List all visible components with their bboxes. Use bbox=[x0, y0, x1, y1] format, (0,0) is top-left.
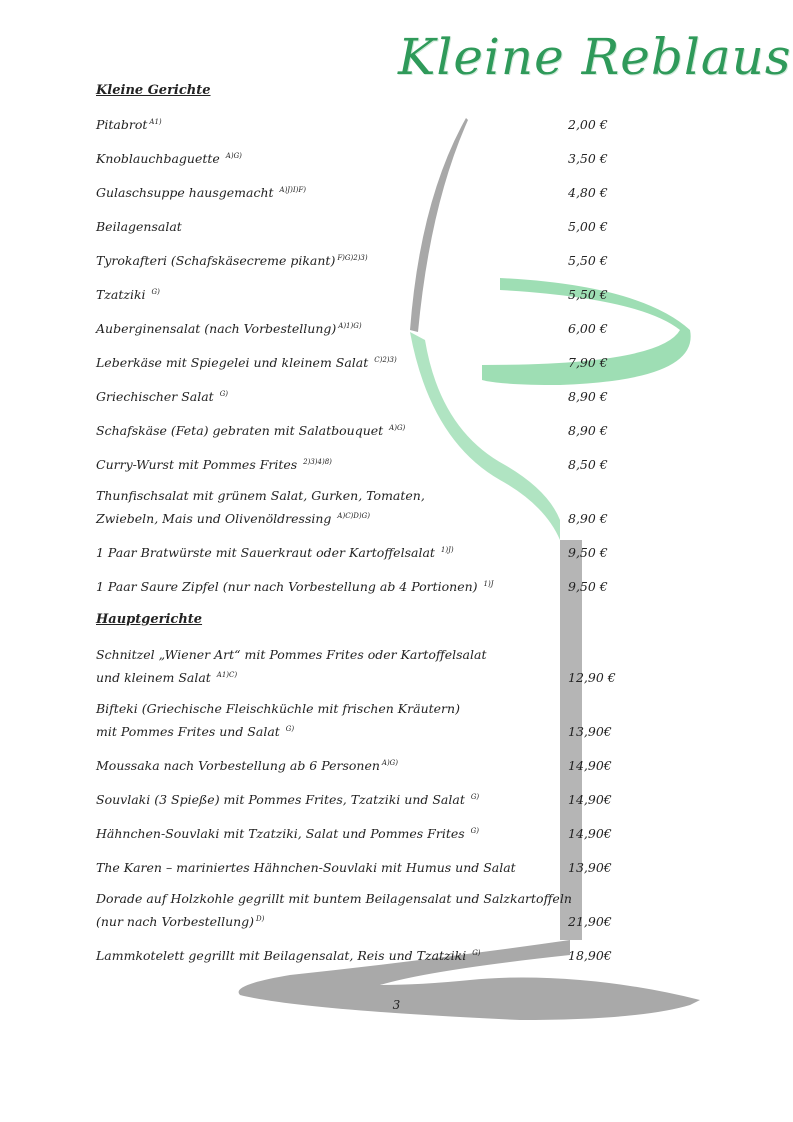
item-price: 9,50 € bbox=[568, 579, 608, 594]
menu-item bbox=[96, 112, 636, 135]
allergen-codes: 1)J bbox=[483, 580, 494, 588]
menu-item bbox=[96, 540, 636, 563]
item-name: Gulaschsuppe hausgemacht $^{A)J)I)F)}$ bbox=[96, 185, 306, 200]
menu-item bbox=[96, 282, 636, 305]
item-name: Auberginensalat (nach Vorbestellung) $^{A)1)G)}$ bbox=[96, 321, 362, 336]
item-name-line: Dorade auf Holzkohle gegrillt mit buntem Beilagensalat und Salzkartoffeln bbox=[96, 891, 572, 906]
item-price: 14,90€ bbox=[568, 792, 612, 807]
menu-item bbox=[96, 645, 636, 688]
allergen-codes: A1)C) bbox=[216, 671, 238, 679]
item-price: 9,50 € bbox=[568, 545, 608, 560]
item-price: 5,50 € bbox=[568, 287, 608, 302]
menu-item bbox=[96, 821, 636, 844]
menu-item bbox=[96, 787, 636, 810]
allergen-codes: A)G) bbox=[225, 152, 242, 160]
item-name: Souvlaki (3 Spieße) mit Pommes Frites, Tzatziki und Salat $^{G)}$ bbox=[96, 792, 480, 807]
allergen-codes: 1)J) bbox=[440, 546, 454, 554]
item-name: 1 Paar Saure Zipfel (nur nach Vorbestellung ab 4 Portionen) $^{1)J}$ bbox=[96, 579, 494, 594]
item-name: Moussaka nach Vorbestellung ab 6 Personen $^{A)G)}$ bbox=[96, 758, 398, 773]
menu-item bbox=[96, 180, 636, 203]
item-name-line: Thunfischsalat mit grünem Salat, Gurken, Tomaten, bbox=[96, 488, 425, 503]
section-heading-hauptgerichte: Hauptgerichte bbox=[96, 612, 203, 627]
menu-item bbox=[96, 248, 636, 271]
menu-item bbox=[96, 889, 636, 932]
item-name: Tzatziki $^{G)}$ bbox=[96, 287, 160, 302]
item-name: und kleinem Salat $^{A1)C)}$ bbox=[96, 670, 238, 685]
menu-item bbox=[96, 452, 636, 475]
allergen-codes: A)J)I)F) bbox=[279, 186, 306, 194]
allergen-codes: A)G) bbox=[381, 759, 398, 767]
item-name: 1 Paar Bratwürste mit Sauerkraut oder Kartoffelsalat $^{1)J)}$ bbox=[96, 545, 454, 560]
item-name: Hähnchen-Souvlaki mit Tzatziki, Salat und Pommes Frites $^{G)}$ bbox=[96, 826, 479, 841]
item-name-line: Bifteki (Griechische Fleischküchle mit frischen Kräutern) bbox=[96, 701, 460, 716]
item-price: 12,90 € bbox=[568, 670, 616, 685]
item-price: 8,50 € bbox=[568, 457, 608, 472]
menu-item bbox=[96, 146, 636, 169]
menu-item bbox=[96, 350, 636, 373]
item-name-line: Schnitzel „Wiener Art“ mit Pommes Frites oder Kartoffelsalat bbox=[96, 647, 487, 662]
item-price: 4,80 € bbox=[568, 185, 608, 200]
allergen-codes: G) bbox=[472, 949, 481, 957]
menu-item bbox=[96, 855, 636, 878]
item-price: 14,90€ bbox=[568, 826, 612, 841]
item-name: (nur nach Vorbestellung) $^{D)}$ bbox=[96, 914, 265, 929]
item-price: 8,90 € bbox=[568, 511, 608, 526]
page-number: 3 bbox=[392, 998, 401, 1012]
item-price: 21,90€ bbox=[568, 914, 612, 929]
allergen-codes: A1) bbox=[149, 118, 162, 126]
item-name: mit Pommes Frites und Salat $^{G)}$ bbox=[96, 724, 295, 739]
item-price: 18,90€ bbox=[568, 948, 612, 963]
allergen-codes: A)1)G) bbox=[338, 322, 362, 330]
restaurant-logo: Kleine Reblaus bbox=[398, 28, 792, 86]
allergen-codes: 2)3)4)8) bbox=[303, 458, 332, 466]
allergen-codes: A)C)D)G) bbox=[337, 512, 370, 520]
item-price: 6,00 € bbox=[568, 321, 608, 336]
item-price: 5,00 € bbox=[568, 219, 608, 234]
item-name: Tyrokafteri (Schafskäsecreme pikant) $^{F)G)2)3)}$ bbox=[96, 253, 368, 268]
menu-item bbox=[96, 214, 636, 237]
menu-item bbox=[96, 384, 636, 407]
item-price: 8,90 € bbox=[568, 389, 608, 404]
section-heading-kleine-gerichte: Kleine Gerichte bbox=[96, 83, 211, 98]
item-name: The Karen – mariniertes Hähnchen-Souvlaki mit Humus und Salat bbox=[96, 860, 516, 875]
item-price: 13,90€ bbox=[568, 724, 612, 739]
item-price: 13,90€ bbox=[568, 860, 612, 875]
menu-item bbox=[96, 574, 636, 597]
allergen-codes: C)2)3) bbox=[374, 356, 397, 364]
allergen-codes: G) bbox=[470, 793, 480, 801]
item-name: Pitabrot $^{A1)}$ bbox=[96, 117, 162, 132]
menu-item bbox=[96, 753, 636, 776]
menu-item bbox=[96, 486, 636, 529]
menu-item bbox=[96, 418, 636, 441]
item-name: Schafskäse (Feta) gebraten mit Salatbouquet $^{A)G)}$ bbox=[96, 423, 406, 438]
item-price: 7,90 € bbox=[568, 355, 608, 370]
menu-item bbox=[96, 316, 636, 339]
item-price: 14,90€ bbox=[568, 758, 612, 773]
item-price: 5,50 € bbox=[568, 253, 608, 268]
item-name: Griechischer Salat $^{G)}$ bbox=[96, 389, 229, 404]
item-name: Lammkotelett gegrillt mit Beilagensalat, Reis und Tzatziki $^{G)}$ bbox=[96, 948, 481, 963]
allergen-codes: G) bbox=[285, 725, 295, 733]
allergen-codes: A)G) bbox=[389, 424, 406, 432]
item-name: Leberkäse mit Spiegelei und kleinem Salat $^{C)2)3)}$ bbox=[96, 355, 397, 370]
item-name: Beilagensalat bbox=[96, 219, 182, 234]
item-name: Curry-Wurst mit Pommes Frites $^{2)3)4)8)}$ bbox=[96, 457, 332, 472]
menu-item bbox=[96, 699, 636, 742]
item-name: Zwiebeln, Mais und Olivenöldressing $^{A)C)D)G)}$ bbox=[96, 511, 370, 526]
menu-item bbox=[96, 943, 636, 966]
item-price: 8,90 € bbox=[568, 423, 608, 438]
allergen-codes: F)G)2)3) bbox=[337, 254, 368, 262]
allergen-codes: D) bbox=[256, 915, 265, 923]
item-name: Knoblauchbaguette $^{A)G)}$ bbox=[96, 151, 242, 166]
allergen-codes: G) bbox=[151, 288, 160, 296]
allergen-codes: G) bbox=[470, 827, 479, 835]
item-price: 3,50 € bbox=[568, 151, 608, 166]
allergen-codes: G) bbox=[219, 390, 229, 398]
item-price: 2,00 € bbox=[568, 117, 608, 132]
